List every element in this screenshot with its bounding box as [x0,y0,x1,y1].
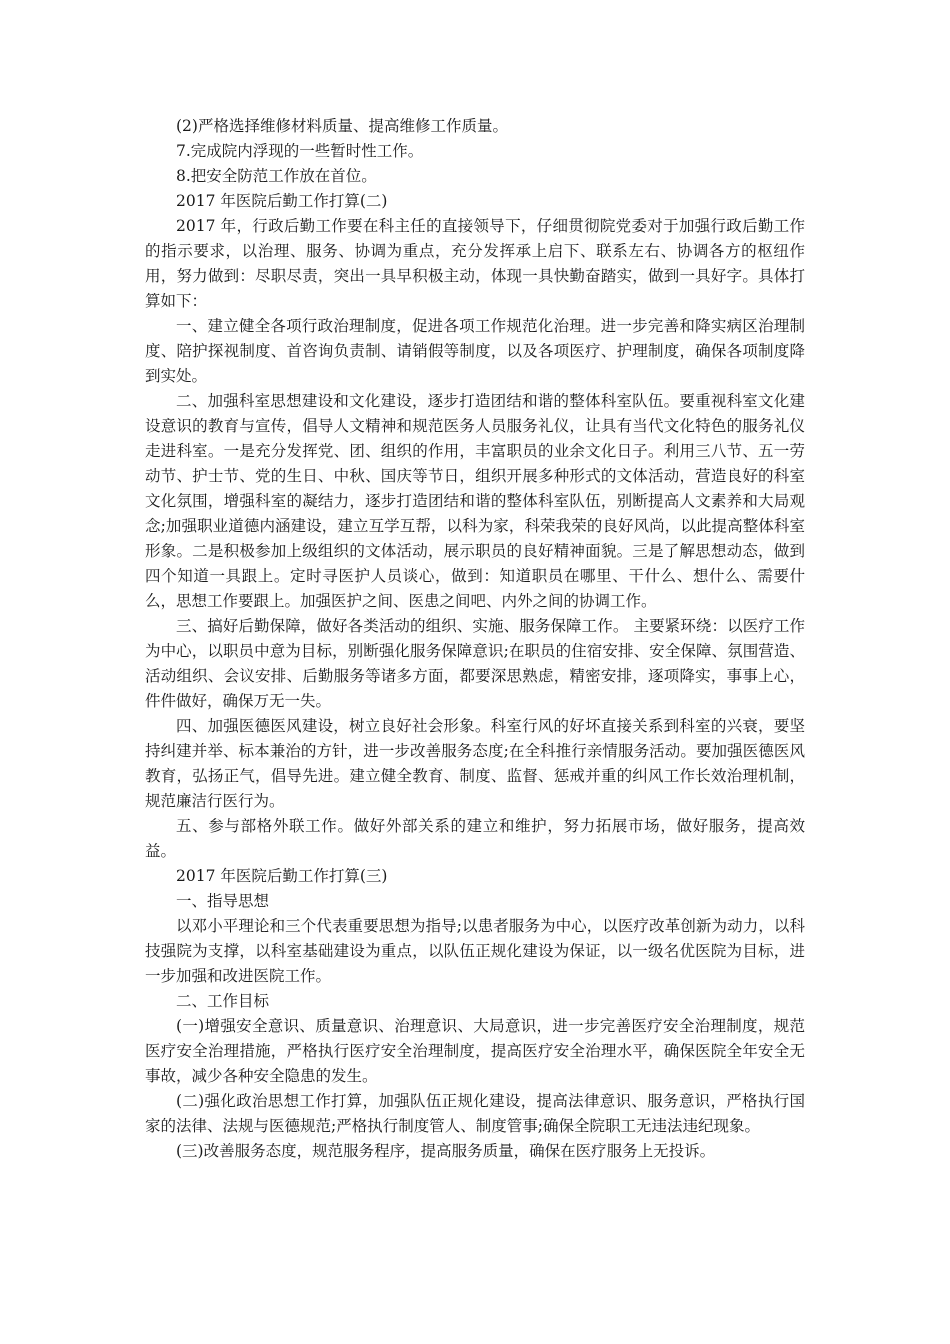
paragraph: 一、建立健全各项行政治理制度，促进各项工作规范化治理。进一步完善和降实病区治理制度、陪护探视制度、首咨询负责制、请销假等制度，以及各项医疗、护理制度，确保各项制度降到实处。 [145,317,805,385]
paragraph: (2)严格选择维修材料质量、提高维修工作质量。 [176,117,508,135]
paragraph: 二、加强科室思想建设和文化建设，逐步打造团结和谐的整体科室队伍。要重视科室文化建设意识的教育与宣传，倡导人文精神和规范医务人员服务礼仪，让具有当代文化特色的服务礼仪走进科室。一是充分发挥党、团、组织的作用，丰富职员的业余文化日子。利用三八节、五一劳动节、护士节、党的生日、中秋、国庆等节日，组织开展多种形式的文体活动，营造良好的科室文化氛围，增强科室的凝结力，逐步打造团结和谐的整体科室队伍，别断提高人文素养和大局观念;加强职业道德内涵建设，建立互学互帮，以科为家，科荣我荣的良好风尚，以此提高整体科室形象。二是积极参加上级组织的文体活动，展示职员的良好精神面貌。三是了解思想动态，做到四个知道一具跟上。定时寻医护人员谈心，做到：知道职员在哪里、干什么、想什么、需要什么，思想工作要跟上。加强医护之间、医患之间吧、内外之间的协调工作。 [145,392,805,610]
subheading: 二、工作目标 [176,992,270,1010]
paragraph: 四、加强医德医风建设，树立良好社会形象。科室行风的好坏直接关系到科室的兴衰，要坚持纠建并举、标本兼治的方针，进一步改善服务态度;在全科推行亲情服务活动。要加强医德医风教育，弘扬正气，倡导先进。建立健全教育、制度、监督、惩戒并重的纠风工作长效治理机制，规范廉洁行医行为。 [145,717,805,810]
paragraph: (二)强化政治思想工作打算，加强队伍正规化建设，提高法律意识、服务意识，严格执行国家的法律、法规与医德规范;严格执行制度管人、制度管事;确保全院职工无违法违纪现象。 [145,1092,805,1135]
paragraph: 以邓小平理论和三个代表重要思想为指导;以患者服务为中心，以医疗改革创新为动力，以科技强院为支撑，以科室基础建设为重点，以队伍正规化建设为保证，以一级名优医院为目标，进一步加强和改进医院工作。 [145,917,805,985]
subheading: 一、指导思想 [176,892,270,910]
paragraph: 7.完成院内浮现的一些暂时性工作。 [176,142,424,160]
paragraph: 8.把安全防范工作放在首位。 [176,167,377,185]
paragraph: 三、搞好后勤保障，做好各类活动的组织、实施、服务保障工作。 主要紧环绕：以医疗工作为中心，以职员中意为目标，别断强化服务保障意识;在职员的住宿安排、安全保障、氛围营造、活动组织、会议安排、后勤服务等诸多方面，都要深思熟虑，精密安排，逐项降实，事事上心，件件做好，确保万无一失。 [145,617,805,710]
document-body [145,114,805,1164]
section-heading: 2017 年医院后勤工作打算(三) [176,867,388,885]
paragraph: 五、参与部格外联工作。做好外部关系的建立和维护，努力拓展市场，做好服务，提高效益。 [145,817,805,860]
section-heading: 2017 年医院后勤工作打算(二) [176,192,388,210]
paragraph: (一)增强安全意识、质量意识、治理意识、大局意识，进一步完善医疗安全治理制度，规范医疗安全治理措施，严格执行医疗安全治理制度，提高医疗安全治理水平，确保医院全年安全无事故，减少各种安全隐患的发生。 [145,1017,805,1085]
paragraph: (三)改善服务态度，规范服务程序，提高服务质量，确保在医疗服务上无投诉。 [176,1142,716,1160]
paragraph: 2017 年，行政后勤工作要在科主任的直接领导下，仔细贯彻院党委对于加强行政后勤工作的指示要求，以治理、服务、协调为重点，充分发挥承上启下、联系左右、协调各方的枢纽作用，努力做到：尽职尽责，突出一具早积极主动，体现一具快勤奋踏实，做到一具好字。具体打算如下： [145,217,805,310]
